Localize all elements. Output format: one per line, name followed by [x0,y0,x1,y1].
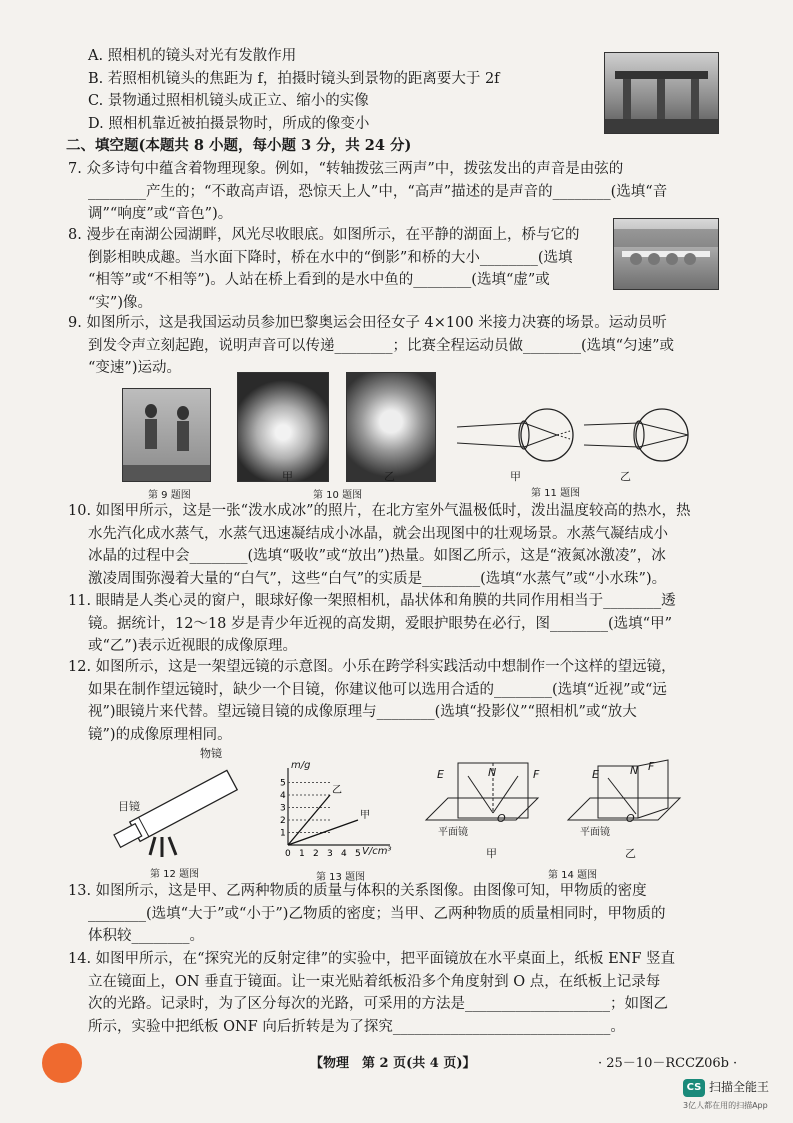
fig14-label-yi: 乙 [625,847,636,860]
fig14-jia-mirror-label: 平面镜 [438,827,468,838]
fig10-photo-jia-boiling-water [237,372,329,482]
scanner-app-name: 扫描全能王 [709,1080,770,1094]
y-tick-label: 1 [280,828,286,839]
q6-option-b: B. 若照相机镜头的焦距为 f，拍摄时镜头到景物的距离要大于 2f [88,70,500,87]
question-7: 7. 众多诗句中蕴含着物理现象。例如，“转轴拨弦三两声”中，拨弦发出的声音是由弦的 ________产生的；“不敢高声语，恐惊天上人”中，“高声”描述的是声音的________(选填“音 调”“响度”或“音色”)。 [68,161,668,222]
question-9: 9. 如图所示，这是我国运动员参加巴黎奥运会田径女子 4×100 米接力决赛的场景。运动员听 到发令声立刻起跑，说明声音可以传递________；比赛全程运动员做________(选填“匀速”或 “变速”)运动。 [68,315,674,376]
fig9-caption: 第 9 题图 [148,490,191,501]
y-tick-label: 4 [280,791,286,801]
series-label: 乙 [332,785,342,796]
question-12: 12. 如图所示，这是一架望远镜的示意图。小乐在跨学科实践活动中想制作一个这样的望远镜， 如果在制作望远镜时，缺少一个目镜，你建议他可以选用合适的________(选填“近视”或“远 视”)眼镜片来代替。望远镜目镜的成像原理与________(选填“投影仪”“照相机”或“放大 镜”)的成像原理相同。 [68,659,676,743]
fig14-yi-letter-n: N [630,764,639,777]
q6-options [88,45,500,135]
q6-photo-gate [604,52,719,134]
question-8: 8. 漫步在南湖公园湖畔，风光尽收眼底。如图所示，在平静的湖面上，桥与它的 倒影相映成趣。当水面下降时，桥在水中的“倒影”和桥的大小________(选填 “相等”或“不相等”)。人站在桥上看到的是水中鱼的________(选填“虚”或 “实”)像。 [68,227,580,311]
fig13-caption: 第 13 题图 [316,872,366,883]
q6-option-c: C. 景物通过照相机镜头成正立、缩小的实像 [88,93,369,109]
x-tick-label: 1 [299,849,305,858]
x-tick-label: 2 [313,849,319,858]
fig11-label-jia: 甲 [510,470,521,483]
fig14-caption: 第 14 题图 [548,870,598,881]
question-13: 13. 如图所示，这是甲、乙两种物质的质量与体积的关系图像。由图像可知，甲物质的密度 ________(选填“大于”或“小于”)乙物质的密度；当甲、乙两种物质的质量相同时，甲物质的 体积较________。 [68,883,666,944]
series-label: 甲 [360,810,370,821]
eye-jia [457,409,573,461]
fig14-label-jia: 甲 [486,847,497,860]
fig14-yi [568,760,680,820]
fig11-label-yi: 乙 [620,470,631,483]
fig12-label-objective: 物镜 [200,747,222,760]
fig14-yi-letter-e: E [592,768,599,781]
question-11: 11. 眼睛是人类心灵的窗户，眼球好像一架照相机，晶状体和角膜的共同作用相当于________透 镜。据统计，12～18 岁是青少年近视的高发期，爱眼护眼势在必行，图________(选填“甲” 或“乙”)表示近视眼的成像原理。 [68,593,676,654]
fig14-jia-letter-o: O [497,812,506,825]
fig14-yi-letter-f: F [648,760,655,773]
runners-illustration [123,389,210,481]
fig14-jia-letter-f: F [533,768,540,781]
fig9-photo-runners [122,388,211,482]
q6-option-a: A. 照相机的镜头对光有发散作用 [88,48,297,64]
y-tick-label: 5 [280,778,286,789]
y-tick-label: 3 [280,803,286,814]
fig14-jia-letter-e: E [437,768,444,781]
y-tick-label: 2 [280,816,286,826]
scanner-app-tagline: 3亿人都在用的扫描App [683,1101,768,1110]
question-14: 14. 如图甲所示，在“探究光的反射定律”的实验中，把平面镜放在水平桌面上，纸板 ENF 竖直 立在镜面上，ON 垂直于镜面。让一束光贴着纸板沿多个角度射到 O 点，在纸板上记录每 次的光路。记录时，为了区分每次的光路，可采用的方法是____________________；如图乙 所示，实验中把纸板 ONF 向后折转是为了探究______________________________。 [68,951,676,1035]
fig11-eye-diagram [452,405,714,465]
fig13-y-label: m/g [291,760,311,771]
fig12-label-eyepiece: 目镜 [118,800,140,813]
fig13-x-label: V/cm³ [362,846,392,857]
bridge-illustration [614,219,718,289]
q8-photo-bridge [613,218,719,290]
x-tick-label: 3 [327,849,333,858]
fig12-caption: 第 12 题图 [150,869,200,880]
x-tick-label: 5 [355,849,361,858]
fig14-yi-mirror-label: 平面镜 [580,827,610,838]
fig14-jia-letter-n: N [488,766,497,779]
eye-yi [584,409,688,461]
gate-illustration [605,53,718,133]
fig10-photo-yi-ice-cream [346,372,436,482]
footer-code: · 25－10－RCCZ06b · [598,1056,738,1071]
fig10-label-yi: 乙 [384,470,395,483]
q6-option-d: D. 照相机靠近被拍摄景物时，所成的像变小 [88,115,370,132]
fig14-yi-letter-o: O [626,812,635,825]
footer-page-info: 【物理 第 2 页(共 4 页)】 [310,1056,476,1071]
x-tick-label: 0 [285,849,291,858]
x-tick-label: 4 [341,849,347,858]
orange-circle-mark [42,1043,82,1083]
section-title-fill-blank: 二、填空题(本题共 8 小题，每小题 3 分，共 24 分) [66,137,412,154]
fig10-label-jia: 甲 [282,470,293,483]
scanner-logo-icon: CS [683,1079,705,1097]
fig11-caption: 第 11 题图 [531,488,581,499]
question-10: 10. 如图甲所示，这是一张“泼水成冰”的照片，在北方室外气温极低时，泼出温度较高的热水，热 水先汽化成水蒸气，水蒸气迅速凝结成小冰晶，就会出现图中的壮观场景。水蒸气凝结成小 冰晶的过程中会________(选填“吸收”或“放出”)热量。如图乙所示，这是“液氮冰激凌”，冰 激凌周围弥漫着大量的“白气”，这些“白气”的实质是________(选填“水蒸气”或“小水珠”)。 [68,503,691,587]
fig13-mass-volume-chart [270,760,400,858]
fig10-caption: 第 10 题图 [313,490,363,501]
